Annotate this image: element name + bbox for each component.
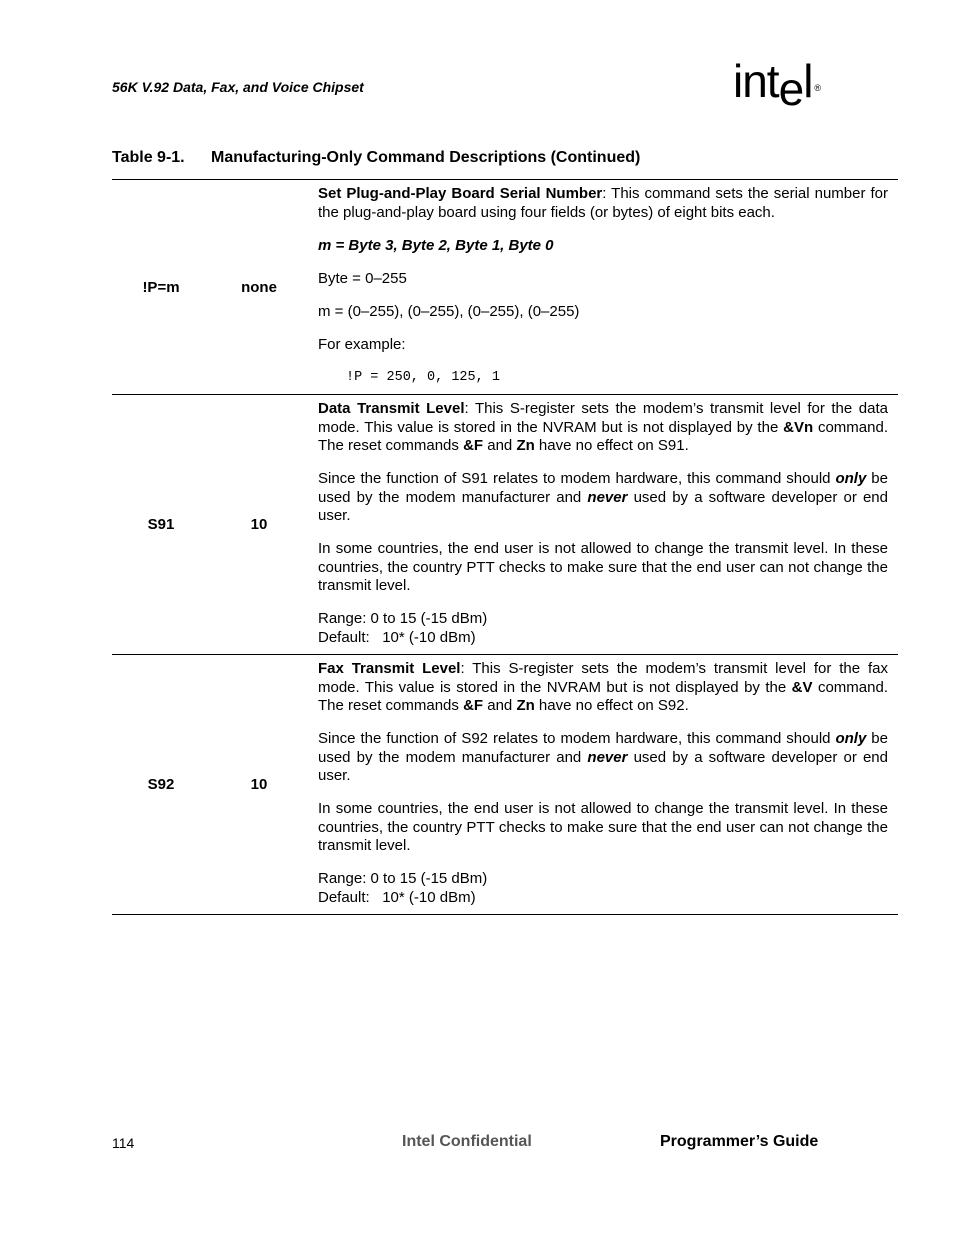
command-ref: Zn (516, 697, 535, 714)
range-block (318, 870, 888, 907)
command-cell: !P=m (142, 278, 180, 296)
default-cell: 10 (250, 516, 268, 533)
document-title: 56K V.92 Data, Fax, and Voice Chipset (112, 79, 364, 95)
command-cell: S92 (147, 776, 175, 793)
table-row (112, 180, 898, 395)
desc-paragraph: In some countries, the end user is not allowed to change the transmit level. In these countries, the country PTT checks to make sure that the end user can not change the transmit level. (318, 540, 888, 594)
range-text: Range: 0 to 15 (-15 dBm) (318, 870, 488, 887)
emphasis: only (835, 470, 867, 487)
default-value: 10* (-10 dBm) (382, 628, 476, 646)
table-row (112, 395, 898, 655)
desc-paragraph: In some countries, the end user is not allowed to change the transmit level. In these countries, the country PTT checks to make sure that the end user can not change the transmit level. (318, 800, 888, 854)
desc-paragraph (318, 470, 888, 526)
m-range: m = (0–255), (0–255), (0–255), (0–255) (318, 302, 580, 320)
range-block (318, 610, 888, 647)
description-cell (308, 655, 888, 914)
desc-heading: Set Plug-and-Play Board Serial Number (318, 185, 603, 202)
desc-paragraph (318, 660, 888, 716)
table-row (112, 655, 898, 915)
desc-text: used by a software developer or end user. (318, 748, 888, 784)
page-number: 114 (112, 1135, 135, 1151)
desc-text: : This S-register sets the modem’s transmit level for the data mode. This value is stored in the NVRAM but is not displayed by the (318, 400, 888, 436)
desc-heading: Data Transmit Level (318, 400, 465, 417)
table-title: Manufacturing-Only Command Descriptions (Continued) (211, 149, 641, 166)
emphasis: only (835, 730, 867, 747)
command-ref: &Vn (783, 418, 814, 436)
default-label: Default: (318, 888, 370, 906)
desc-text: be used by the modem manufacturer and (318, 470, 888, 506)
range-text: Range: 0 to 15 (-15 dBm) (318, 610, 488, 627)
desc-text: have no effect on S92. (534, 697, 689, 714)
desc-text: Since the function of S92 relates to modem hardware, this command should (318, 730, 836, 747)
desc-text: : This command sets the serial number for the plug-and-play board using four fields (or bytes) of eight bits each. (318, 185, 888, 221)
desc-text: command. The reset commands (318, 678, 888, 714)
default-value: 10* (-10 dBm) (382, 888, 476, 906)
desc-paragraph (318, 730, 888, 786)
byte-range: Byte = 0–255 (318, 269, 407, 287)
param-line: m = Byte 3, Byte 2, Byte 1, Byte 0 (318, 236, 554, 254)
desc-text: : This S-register sets the modem’s transmit level for the fax mode. This value is stored in the NVRAM but is not displayed by the (318, 660, 888, 696)
guide-title: Programmer’s Guide (660, 1133, 819, 1150)
desc-paragraph (318, 400, 888, 456)
confidential-label: Intel Confidential (402, 1133, 532, 1150)
desc-heading: Fax Transmit Level (318, 660, 461, 677)
command-table (112, 179, 898, 915)
command-ref: &F (463, 437, 484, 454)
default-cell: none (241, 278, 277, 296)
command-cell: S91 (147, 516, 175, 533)
default-cell: 10 (250, 776, 268, 793)
command-ref: &V (791, 678, 813, 696)
desc-text: and (483, 697, 517, 714)
emphasis: never (587, 748, 628, 766)
desc-text: used by a software developer or end user. (318, 488, 888, 524)
default-label: Default: (318, 628, 370, 646)
example-label: For example: (318, 335, 406, 353)
emphasis: never (587, 488, 628, 506)
desc-text: have no effect on S91. (534, 437, 689, 454)
desc-text: Since the function of S91 relates to modem hardware, this command should (318, 470, 836, 487)
desc-text: be used by the modem manufacturer and (318, 730, 888, 766)
command-ref: Zn (516, 437, 535, 454)
table-caption (112, 149, 640, 167)
command-ref: &F (463, 697, 484, 714)
intel-logo: intel ® (733, 55, 822, 115)
table-number: Table 9-1. (112, 149, 185, 166)
example-code: !P = 250, 0, 125, 1 (346, 369, 500, 385)
desc-text: and (483, 437, 517, 454)
desc-text: command. The reset commands (318, 418, 888, 454)
description-cell (308, 395, 888, 654)
description-cell (308, 180, 888, 394)
